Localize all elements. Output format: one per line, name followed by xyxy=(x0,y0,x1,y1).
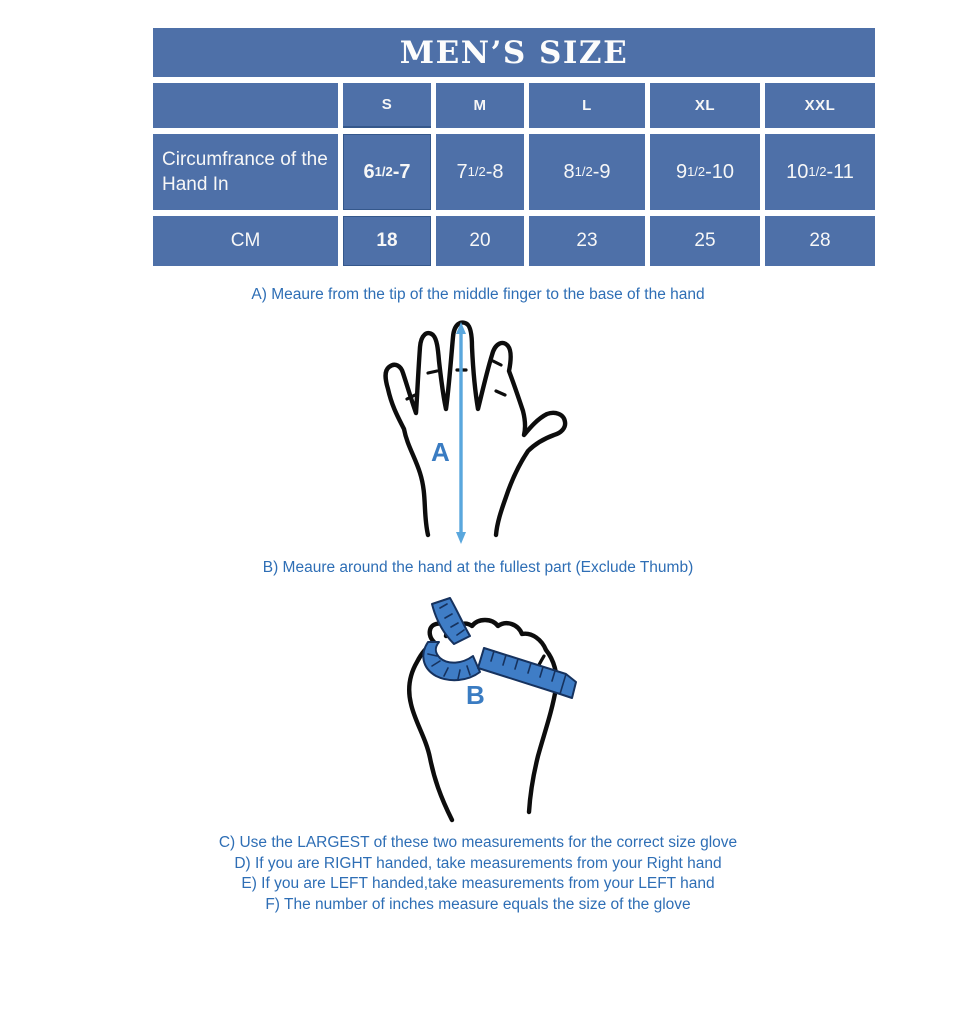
cm-value-l: 23 xyxy=(529,216,645,266)
cm-value-xl: 25 xyxy=(650,216,760,266)
note-e: E) If you are LEFT handed,take measurements from your LEFT hand xyxy=(241,875,715,893)
open-hand-measurement-figure xyxy=(365,315,615,547)
col-header-l: L xyxy=(529,83,645,128)
figure-a-label: A xyxy=(431,437,450,467)
col-header-xxl: XXL xyxy=(765,83,875,128)
table-title: MEN’S SIZE xyxy=(153,28,875,77)
note-f: F) The number of inches measure equals the size of the glove xyxy=(265,895,691,913)
mens-size-table xyxy=(153,28,875,266)
note-c: C) Use the LARGEST of these two measurements for the correct size glove xyxy=(218,834,738,851)
tape-curl-piece xyxy=(423,642,480,680)
col-header-s: S xyxy=(343,83,431,128)
circumference-value-xxl: 10 1/2 -11 xyxy=(765,134,875,210)
figure-b-label: B xyxy=(466,680,485,710)
row-label-cm: CM xyxy=(153,216,338,266)
fist-measurement-figure xyxy=(390,592,590,827)
cm-value-m: 20 xyxy=(436,216,524,266)
col-header-xl: XL xyxy=(650,83,760,128)
row-label-circumference: Circumfrance of the Hand In xyxy=(153,134,338,210)
col-header-m: M xyxy=(436,83,524,128)
arrow-a-head-bottom xyxy=(456,532,466,544)
circumference-value-m: 7 1/2 -8 xyxy=(436,134,524,210)
table-corner-cell xyxy=(153,83,338,128)
cm-value-s: 18 xyxy=(343,216,431,266)
tape-top-piece xyxy=(432,598,470,644)
circumference-value-s: 6 1/2 -7 xyxy=(343,134,431,210)
open-hand-outline xyxy=(386,323,566,535)
note-d: D) If you are RIGHT handed, take measurements from your Right hand xyxy=(234,854,722,872)
circumference-value-l: 8 1/2 -9 xyxy=(529,134,645,210)
cm-value-xxl: 28 xyxy=(765,216,875,266)
instruction-b: B) Meaure around the hand at the fullest part (Exclude Thumb) xyxy=(262,559,694,576)
instruction-a: A) Meaure from the tip of the middle finger to the base of the hand xyxy=(251,286,705,303)
circumference-value-xl: 9 1/2 -10 xyxy=(650,134,760,210)
sizing-notes xyxy=(0,833,956,915)
